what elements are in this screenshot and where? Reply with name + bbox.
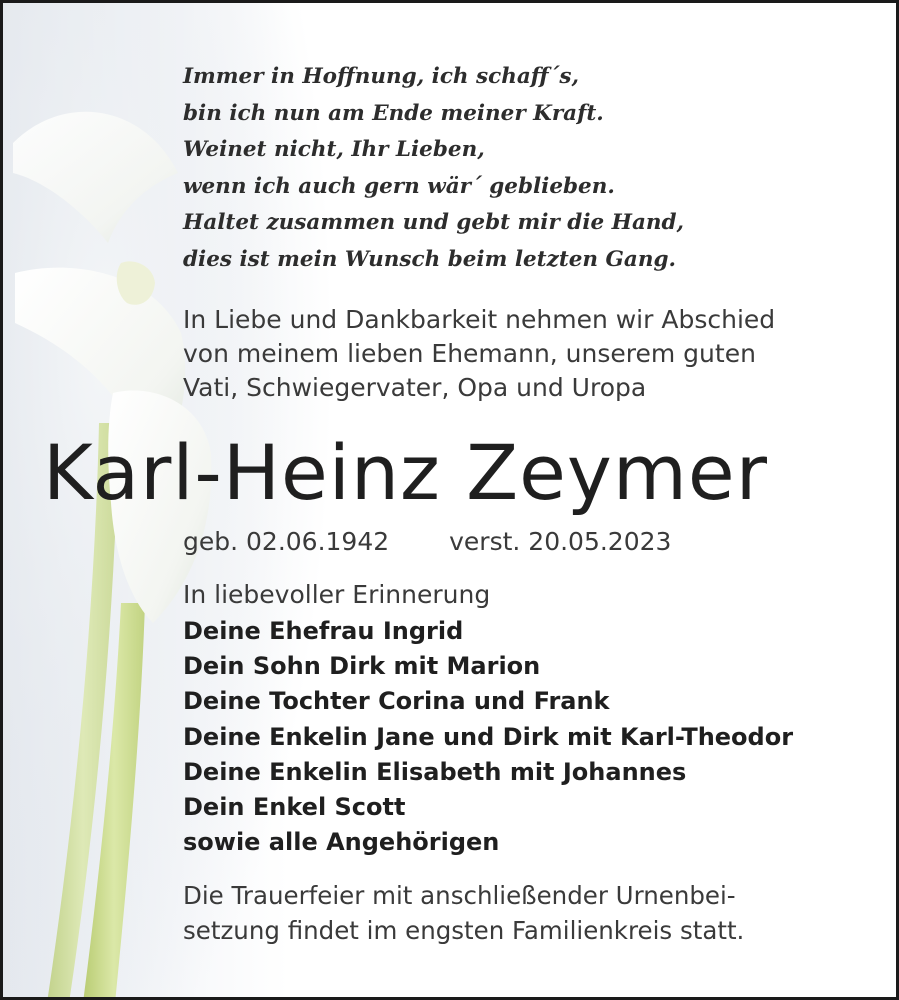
- mourner-entry: sowie alle Angehörigen: [183, 828, 500, 857]
- mourner-entry: Dein Enkel Scott: [183, 793, 406, 822]
- mourner-entry: Deine Enkelin Jane und Dirk mit Karl-Theodor: [183, 722, 794, 751]
- memory-line: In liebevoller Erinnerung: [183, 580, 491, 609]
- mourner-entry: Deine Ehefrau Ingrid: [183, 617, 464, 645]
- notice-content: [3, 3, 899, 1000]
- notice-line: setzung findet im engsten Familienkreis statt.: [183, 916, 745, 945]
- poem-line: Immer in Hoffnung, ich schaff´s,: [183, 64, 579, 89]
- mourner-entry: Dein Sohn Dirk mit Marion: [183, 652, 541, 681]
- farewell-intro: [183, 303, 775, 405]
- death-date: verst. 20.05.2023: [449, 527, 672, 556]
- intro-line: In Liebe und Dankbarkeit nehmen wir Abschied: [183, 305, 776, 334]
- deceased-name: Karl-Heinz Zeymer: [43, 428, 768, 517]
- life-dates: [183, 525, 671, 559]
- birth-date: geb. 02.06.1942: [183, 527, 390, 556]
- funeral-notice: [183, 878, 744, 948]
- poem-line: wenn ich auch gern wär´ geblieben.: [183, 173, 615, 199]
- mourner-entry: Deine Enkelin Elisabeth mit Johannes: [183, 757, 687, 786]
- poem-line: Haltet zusammen und gebt mir die Hand,: [183, 210, 685, 235]
- poem-line: bin ich nun am Ende meiner Kraft.: [183, 100, 604, 126]
- poem: [183, 59, 684, 278]
- poem-line: Weinet nicht, Ihr Lieben,: [183, 137, 485, 162]
- mourners-list: [183, 614, 793, 860]
- intro-line: Vati, Schwiegervater, Opa und Uropa: [183, 373, 647, 402]
- poem-line: dies ist mein Wunsch beim letzten Gang.: [183, 246, 676, 272]
- intro-line: von meinem lieben Ehemann, unserem guten: [183, 339, 756, 368]
- mourner-entry: Deine Tochter Corina und Frank: [183, 687, 610, 716]
- notice-line: Die Trauerfeier mit anschließender Urnenbei-: [183, 881, 736, 910]
